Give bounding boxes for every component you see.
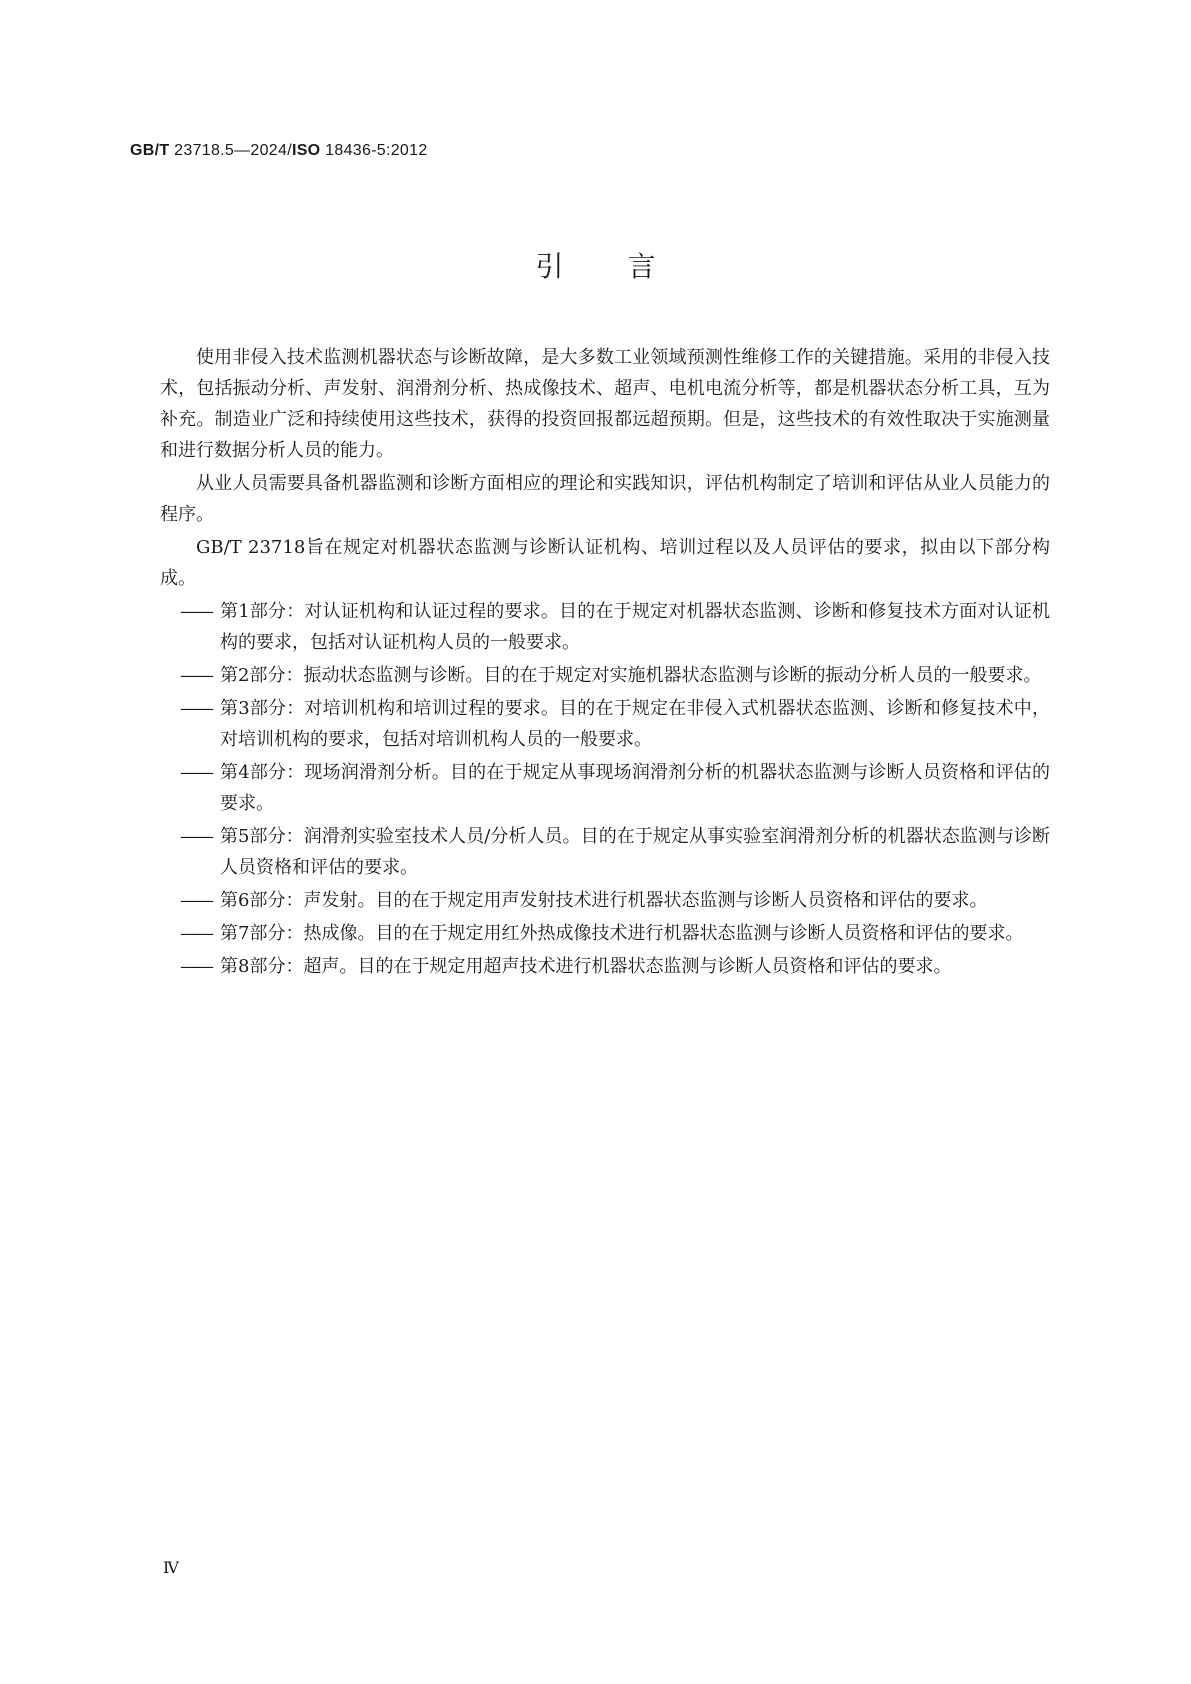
list-item [180,821,1050,883]
list-item-text: 第3部分：对培训机构和培训过程的要求。目的在于规定在非侵入式机器状态监测、诊断和修复技术中，对培训机构的要求，包括对培训机构人员的一般要求。 [220,698,1050,750]
list-dash: —— [180,890,212,911]
list-item [180,757,1050,819]
iso-number: 18436-5:2012 [320,142,428,159]
list-dash: —— [180,956,212,977]
list-item [180,951,1050,982]
list-item-text: 第8部分：超声。目的在于规定用超声技术进行机器状态监测与诊断人员资格和评估的要求。 [220,956,952,977]
introduction-body [160,342,1050,984]
paragraph: 使用非侵入技术监测机器状态与诊断故障，是大多数工业领域预测性维修工作的关键措施。采用的非侵入技术，包括振动分析、声发射、润滑剂分析、热成像技术、超声、电机电流分析等，都是机器状态分析工具，互为补充。制造业广泛和持续使用这些技术，获得的投资回报都远超预期。但是，这些技术的有效性取决于实施测量和进行数据分析人员的能力。 [160,347,1050,461]
list-dash: —— [180,601,212,622]
paragraph: GB/T 23718旨在规定对机器状态监测与诊断认证机构、培训过程以及人员评估的要求，拟由以下部分构成。 [160,537,1050,589]
list-dash: —— [180,923,212,944]
list-dash: —— [180,762,212,783]
list-item [180,660,1050,691]
list-item-text: 第6部分：声发射。目的在于规定用声发射技术进行机器状态监测与诊断人员资格和评估的要求。 [220,890,988,911]
iso-prefix: ISO [291,142,321,159]
page-number: Ⅳ [163,1558,179,1577]
standard-prefix: GB/T [130,142,170,159]
list-item-text: 第4部分：现场润滑剂分析。目的在于规定从事现场润滑剂分析的机器状态监测与诊断人员资格和评估的要求。 [220,762,1050,814]
list-dash: —— [180,665,212,686]
list-item [180,693,1050,755]
list-item-text: 第1部分：对认证机构和认证过程的要求。目的在于规定对机器状态监测、诊断和修复技术方面对认证机构的要求，包括对认证机构人员的一般要求。 [220,601,1050,653]
list-item [180,596,1050,658]
list-item-text: 第5部分：润滑剂实验室技术人员/分析人员。目的在于规定从事实验室润滑剂分析的机器状态监测与诊断人员资格和评估的要求。 [220,826,1050,878]
list-item-text: 第7部分：热成像。目的在于规定用红外热成像技术进行机器状态监测与诊断人员资格和评估的要求。 [220,923,1024,944]
list-item [180,885,1050,916]
list-item-text: 第2部分：振动状态监测与诊断。目的在于规定对实施机器状态监测与诊断的振动分析人员的一般要求。 [220,665,1042,686]
paragraph: 从业人员需要具备机器监测和诊断方面相应的理论和实践知识，评估机构制定了培训和评估从业人员能力的程序。 [160,473,1050,525]
page-title: 引言 [535,250,720,283]
list-dash: —— [180,826,212,847]
standard-header [130,142,428,160]
list-dash: —— [180,698,212,719]
list-item [180,918,1050,949]
standard-number: 23718.5—2024/ [169,142,292,159]
